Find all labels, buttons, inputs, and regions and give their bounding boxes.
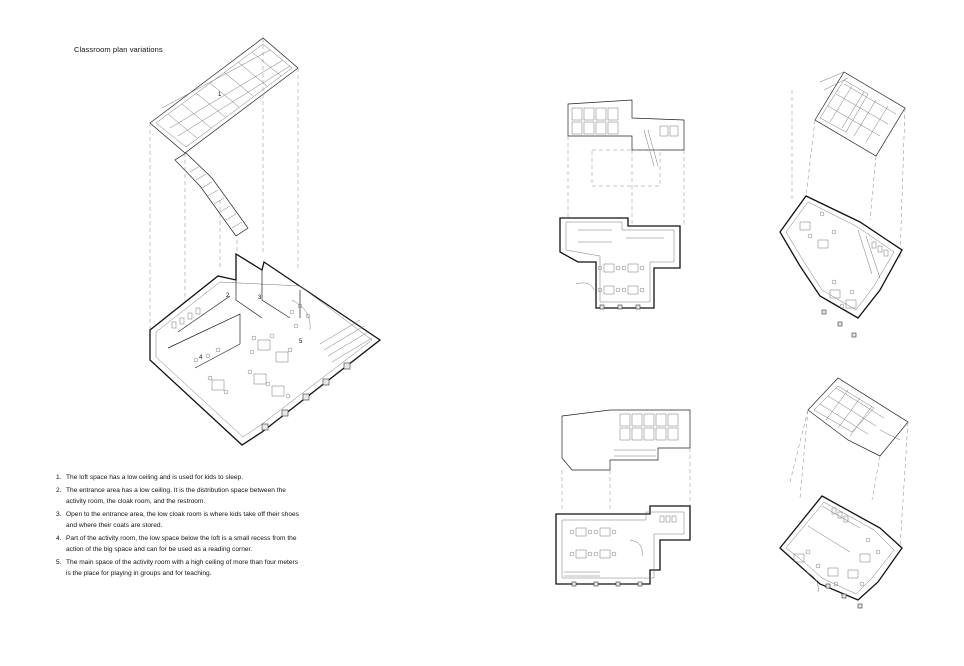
variation-d-drawing: [780, 378, 908, 608]
variation-b-drawing: [780, 72, 905, 337]
main-axonometric-drawing: [150, 38, 380, 445]
variation-a-drawing: [560, 100, 684, 309]
note-text: Part of the activity room, the low space below the loft is a small recess from the action of the big space and can for be used as a reading corner.: [66, 535, 297, 553]
loft-plan: [150, 38, 298, 236]
note-item: [56, 486, 301, 508]
variation-c-drawing: [556, 410, 690, 586]
label-5: 5: [299, 339, 303, 345]
label-1: 1: [218, 92, 222, 98]
note-number: 1.: [56, 474, 62, 481]
note-item: [56, 510, 301, 532]
note-text: The entrance area has a low ceiling. It is the distribution space between the activity room, the cloak room, and the restroom.: [66, 487, 286, 505]
note-number: 5.: [56, 559, 62, 567]
ground-floor-plan: [150, 254, 380, 445]
note-number: 2.: [56, 487, 62, 495]
note-text: Open to the entrance area, the low cloak room is where kids take off their shoes and where their coats are stored.: [66, 511, 299, 529]
note-item: [56, 473, 301, 484]
notes-list: [56, 473, 301, 582]
page-title: Classroom plan variations: [74, 45, 163, 54]
note-item: [56, 534, 301, 556]
label-3: 3: [258, 295, 262, 301]
note-text: The main space of the activity room with a high ceiling of more than four meters is the place for playing in groups and for teaching.: [66, 559, 298, 577]
note-item: [56, 558, 301, 580]
label-4: 4: [199, 355, 203, 361]
note-text: The loft space has a low ceiling and is used for kids to sleep.: [66, 474, 244, 481]
note-number: 3.: [56, 511, 62, 519]
note-number: 4.: [56, 535, 62, 543]
label-2: 2: [226, 293, 230, 299]
